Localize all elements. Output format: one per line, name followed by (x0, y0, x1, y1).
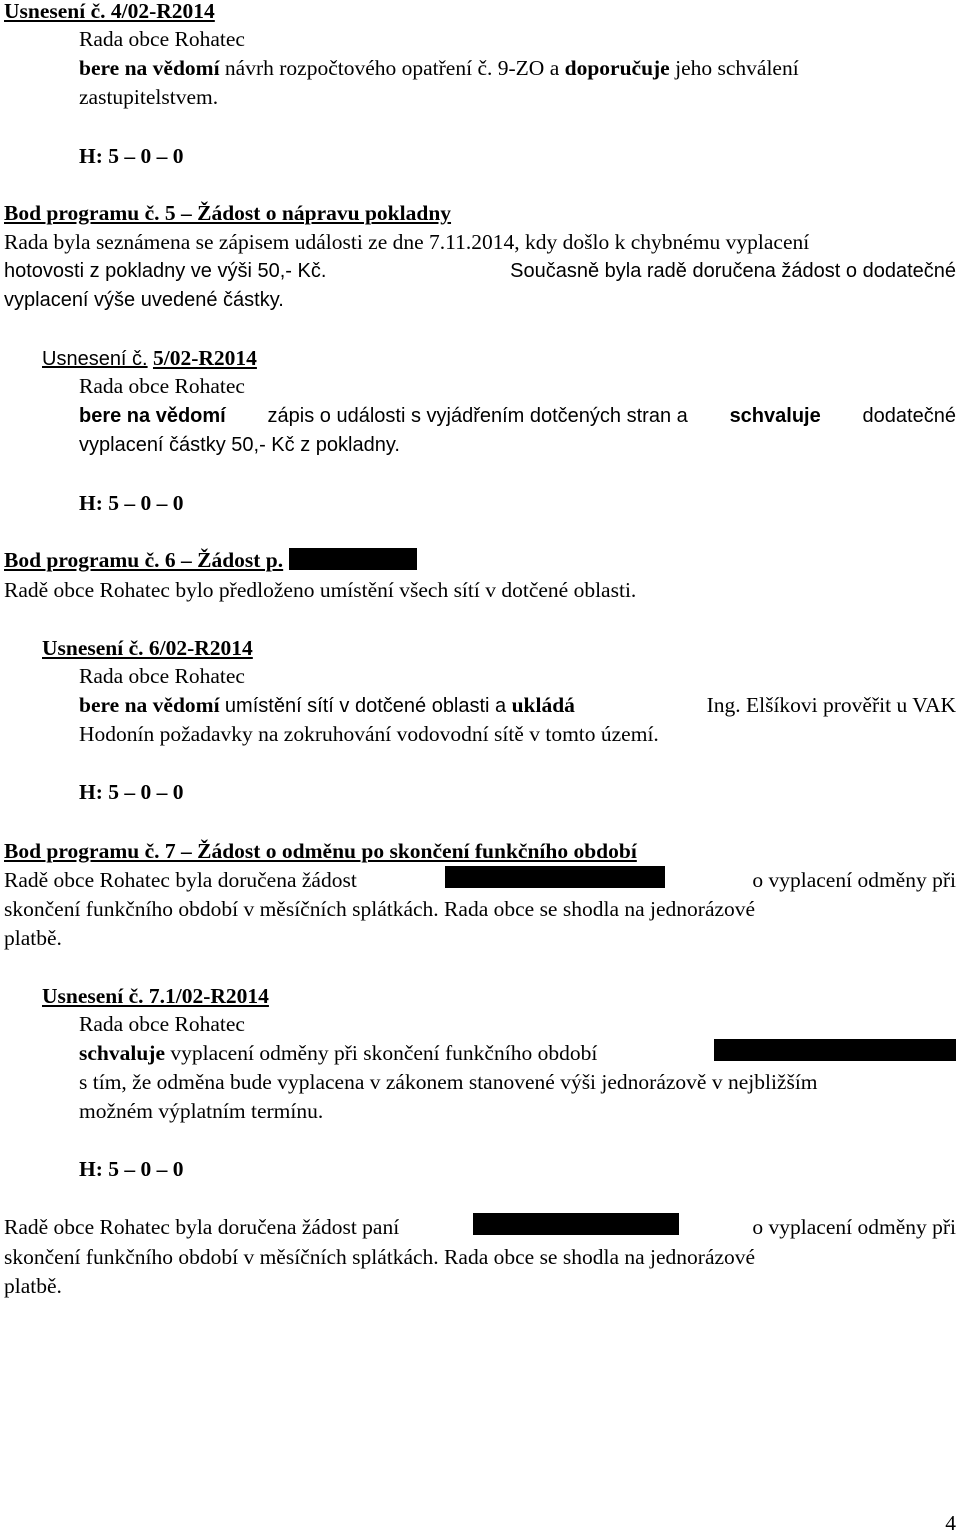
resolution-6-text-line2: Hodonín požadavky na zokruhování vodovodní sítě v tomto území. (79, 722, 659, 746)
resolution-6-text-line1: bere na vědomí umístění sítí v dotčené oblasti a ukládá Ing. Elšíkovi prověřit u VAK (79, 693, 956, 717)
agenda-item-6-text: Radě obce Rohatec bylo předloženo umístění všech sítí v dotčené oblasti. (4, 578, 637, 602)
resolution-4-text-line2: zastupitelstvem. (79, 85, 219, 109)
resolution-6-title: Usnesení č. 6/02-R2014 (42, 636, 253, 660)
resolution-6-body: Rada obce Rohatec (79, 664, 245, 688)
agenda-item-5-heading: Bod programu č. 5 – Žádost o nápravu pokladny (4, 201, 452, 225)
page-number: 4 (945, 1511, 956, 1535)
resolution-4-text-line1: bere na vědomí návrh rozpočtového opatření č. 9-ZO a doporučuje jeho schválení (79, 56, 799, 80)
resolution-7-1-text-line3: možném výplatním termínu. (79, 1099, 324, 1123)
resolution-5-body: Rada obce Rohatec (79, 374, 245, 398)
resolution-5-vote: H: 5 – 0 – 0 (79, 491, 184, 515)
redacted-name-block (714, 1039, 956, 1061)
agenda-item-5-text-line3: vyplacení výše uvedené částky. (4, 289, 284, 311)
resolution-4-title: Usnesení č. 4/02-R2014 (4, 0, 215, 23)
agenda-item-7-text-line2: skončení funkčního období v měsíčních splátkách. Rada obce se shodla na jednorázové (4, 897, 756, 921)
agenda-item-7-text-line3: platbě. (4, 926, 62, 950)
agenda-item-7-heading: Bod programu č. 7 – Žádost o odměnu po skončení funkčního období (4, 839, 637, 863)
resolution-7-1-text-line2: s tím, že odměna bude vyplacena v zákonem stanovené výši jednorázově v nejbližším (79, 1070, 818, 1094)
redacted-name-block (473, 1213, 679, 1235)
agenda-item-7-text-line1: Radě obce Rohatec byla doručena žádost o vyplacení odměny při (4, 868, 956, 892)
redacted-name-block (289, 548, 417, 570)
resolution-7-1-text-line1: schvaluje vyplacení odměny při skončení funkčního období (79, 1039, 956, 1068)
resolution-4-vote: H: 5 – 0 – 0 (79, 144, 184, 168)
tail-text-line3: platbě. (4, 1274, 62, 1298)
agenda-item-6-heading: Bod programu č. 6 – Žádost p. (4, 546, 417, 575)
resolution-5-title: Usnesení č. 5/02-R2014 (42, 346, 257, 370)
resolution-7-1-vote: H: 5 – 0 – 0 (79, 1157, 184, 1181)
redacted-name-block (445, 866, 665, 888)
resolution-4-body: Rada obce Rohatec (79, 27, 245, 51)
tail-text-line2: skončení funkčního období v měsíčních splátkách. Rada obce se shodla na jednorázové (4, 1245, 756, 1269)
resolution-7-1-title: Usnesení č. 7.1/02-R2014 (42, 984, 269, 1008)
resolution-5-text-line2: vyplacení částky 50,- Kč z pokladny. (79, 434, 400, 456)
resolution-6-vote: H: 5 – 0 – 0 (79, 780, 184, 804)
resolution-5-text-line1: bere na vědomí zápis o události s vyjádřením dotčených stran a schvaluje dodatečné (79, 405, 956, 427)
tail-text-line1: Radě obce Rohatec byla doručena žádost paní o vyplacení odměny při (4, 1215, 956, 1239)
agenda-item-5-text-line2: hotovosti z pokladny ve výši 50,- Kč. Současně byla radě doručena žádost o dodatečné (4, 260, 956, 282)
resolution-7-1-body: Rada obce Rohatec (79, 1012, 245, 1036)
agenda-item-5-text-line1: Rada byla seznámena se zápisem události ze dne 7.11.2014, kdy došlo k chybnému vyplacení (4, 230, 810, 254)
